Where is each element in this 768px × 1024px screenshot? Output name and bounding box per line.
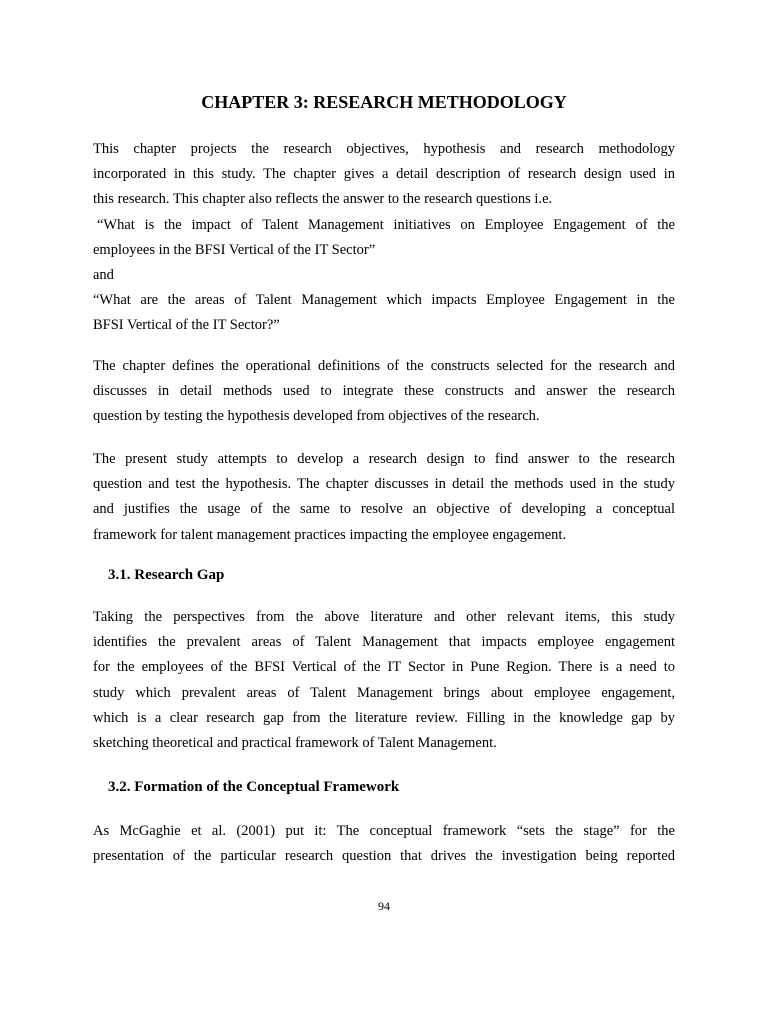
text-line: framework for talent management practices impacting the employee engagement. [93,526,567,543]
text-line: and [93,267,114,284]
text-line: which is a clear research gap from the literature review. Filling in the knowledge gap by [93,709,675,726]
text-line: “What are the areas of Talent Management which impacts Employee Engagement in the [93,292,675,309]
section-title: Research Gap [134,567,225,583]
text-line: study which prevalent areas of Talent Management brings about employee engagement, [93,684,675,701]
conceptual-framework-paragraph [93,819,675,869]
text-line: The present study attempts to develop a research design to find answer to the research [93,451,675,467]
text-line: for the employees of the BFSI Vertical of the IT Sector in Pune Region. There is a need to [93,659,675,676]
section-number: 3.1. [108,567,131,583]
study-paragraph [93,447,675,548]
text-line: presentation of the particular research question that drives the investigation being reported [93,848,675,865]
text-line: discusses in detail methods used to integrate these constructs and answer the research [93,383,675,400]
text-line: sketching theoretical and practical framework of Talent Management. [93,735,497,752]
text-line: This chapter projects the research objectives, hypothesis and research methodology [93,141,675,157]
text-line: incorporated in this study. The chapter gives a detail description of research design used in [93,166,675,183]
text-line: this research. This chapter also reflects the answer to the research questions i.e. [93,191,553,208]
text-line: identifies the prevalent areas of Talent Management that impacts employee engagement [93,634,675,651]
text-line: and justifies the usage of the same to resolve an objective of developing a conceptual [93,501,675,518]
text-line: BFSI Vertical of the IT Sector?” [93,317,280,334]
page-number: 94 [378,899,390,913]
text-line: question and test the hypothesis. The chapter discusses in detail the methods used in the study [93,476,675,493]
definitions-paragraph [93,354,675,430]
text-line: “What is the impact of Talent Management initiatives on Employee Engagement of the [97,216,675,233]
section-heading-research-gap [108,567,224,584]
section-title: Formation of the Conceptual Framework [134,779,400,795]
section-heading-conceptual-framework [108,779,399,796]
text-line: employees in the BFSI Vertical of the IT Sector” [93,241,376,258]
text-line: question by testing the hypothesis developed from objectives of the research. [93,408,540,425]
text-line: Taking the perspectives from the above literature and other relevant items, this study [93,609,675,625]
text-line: The chapter defines the operational definitions of the constructs selected for the research and [93,358,675,374]
section-number: 3.2. [108,779,131,795]
chapter-title: CHAPTER 3: RESEARCH METHODOLOGY [201,92,567,112]
text-line: As McGaghie et al. (2001) put it: The conceptual framework “sets the stage” for the [93,823,675,839]
intro-paragraph [93,137,675,339]
research-gap-paragraph [93,605,675,756]
